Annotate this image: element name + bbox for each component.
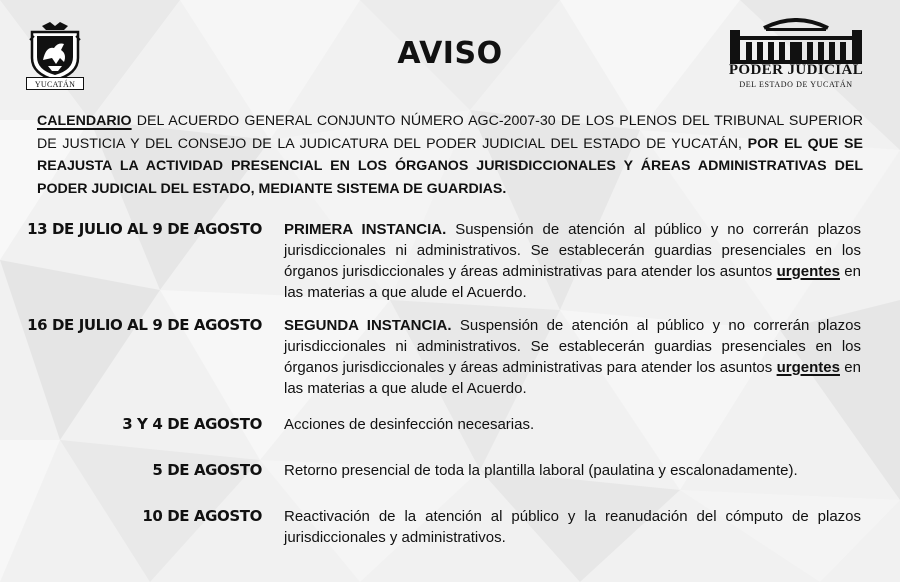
judicial-building-logo-icon bbox=[730, 18, 862, 64]
schedule-description bbox=[284, 414, 861, 435]
schedule-date: 13 DE JULIO AL 9 DE AGOSTO bbox=[27, 220, 262, 238]
schedule-date: 10 DE AGOSTO bbox=[142, 507, 262, 525]
schedule-text: Suspensión de atención al público y no correrán plazos jurisdiccionales ni administrativos. Se establecerán guardias presenciales en los órganos jurisdiccionales y áreas administrativas para atender los asuntos bbox=[284, 221, 862, 280]
schedule-text: Acciones de desinfección necesarias. bbox=[284, 416, 535, 433]
schedule-heading: PRIMERA INSTANCIA. bbox=[284, 221, 447, 238]
schedule-description bbox=[284, 315, 861, 399]
institution-name: PODER JUDICIAL bbox=[728, 62, 864, 78]
schedule-date: 3 Y 4 DE AGOSTO bbox=[122, 415, 262, 433]
schedule-description bbox=[284, 460, 861, 481]
intro-lead-word: CALENDARIO bbox=[37, 113, 132, 129]
schedule-text-end: en las materias a que alude el Acuerdo. bbox=[284, 359, 861, 397]
intro-paragraph bbox=[37, 110, 863, 200]
schedule-heading: SEGUNDA INSTANCIA. bbox=[284, 317, 452, 334]
institution-subtitle: DEL ESTADO DE YUCATÁN bbox=[739, 80, 853, 89]
schedule-text: Suspensión de atención al público y no correrán plazos jurisdiccionales ni administrativos. Se establecerán guardias presenciales en los órganos jurisdiccionales y áreas administrativas para atender los asuntos bbox=[284, 317, 861, 376]
seal-caption: YUCATÁN bbox=[26, 77, 84, 90]
schedule-emphasis: urgentes bbox=[776, 359, 840, 376]
schedule-text-end: en las materias a que alude el Acuerdo. bbox=[284, 263, 861, 301]
schedule-description bbox=[284, 506, 861, 548]
schedule-text: Retorno presencial de toda la plantilla laboral (paulatina y escalonadamente). bbox=[284, 462, 798, 479]
schedule-description bbox=[284, 219, 861, 303]
page-title: AVISO bbox=[397, 36, 503, 71]
intro-text-bold: POR EL QUE SE REAJUSTA LA ACTIVIDAD PRESENCIAL EN LOS ÓRGANOS JURISDICCIONALES Y ÁREAS ADMINISTRATIVAS DEL PODER JUDICIAL DEL ESTADO, MEDIANTE SISTEMA DE GUARDIAS. bbox=[37, 135, 863, 197]
schedule-date: 5 DE AGOSTO bbox=[152, 461, 262, 479]
schedule-text: Reactivación de la atención al público y la reanudación del cómputo de plazos jurisdiccionales y administrativos. bbox=[284, 508, 861, 546]
intro-text-plain: DEL ACUERDO GENERAL CONJUNTO NÚMERO AGC-2007-30 DE LOS PLENOS DEL TRIBUNAL SUPERIOR DE JUSTICIA Y DEL CONSEJO DE LA JUDICATURA DEL PODER JUDICIAL DEL ESTADO DE YUCATÁN, bbox=[37, 113, 863, 152]
schedule-date: 16 DE JULIO AL 9 DE AGOSTO bbox=[27, 316, 262, 334]
schedule-emphasis: urgentes bbox=[776, 263, 840, 280]
